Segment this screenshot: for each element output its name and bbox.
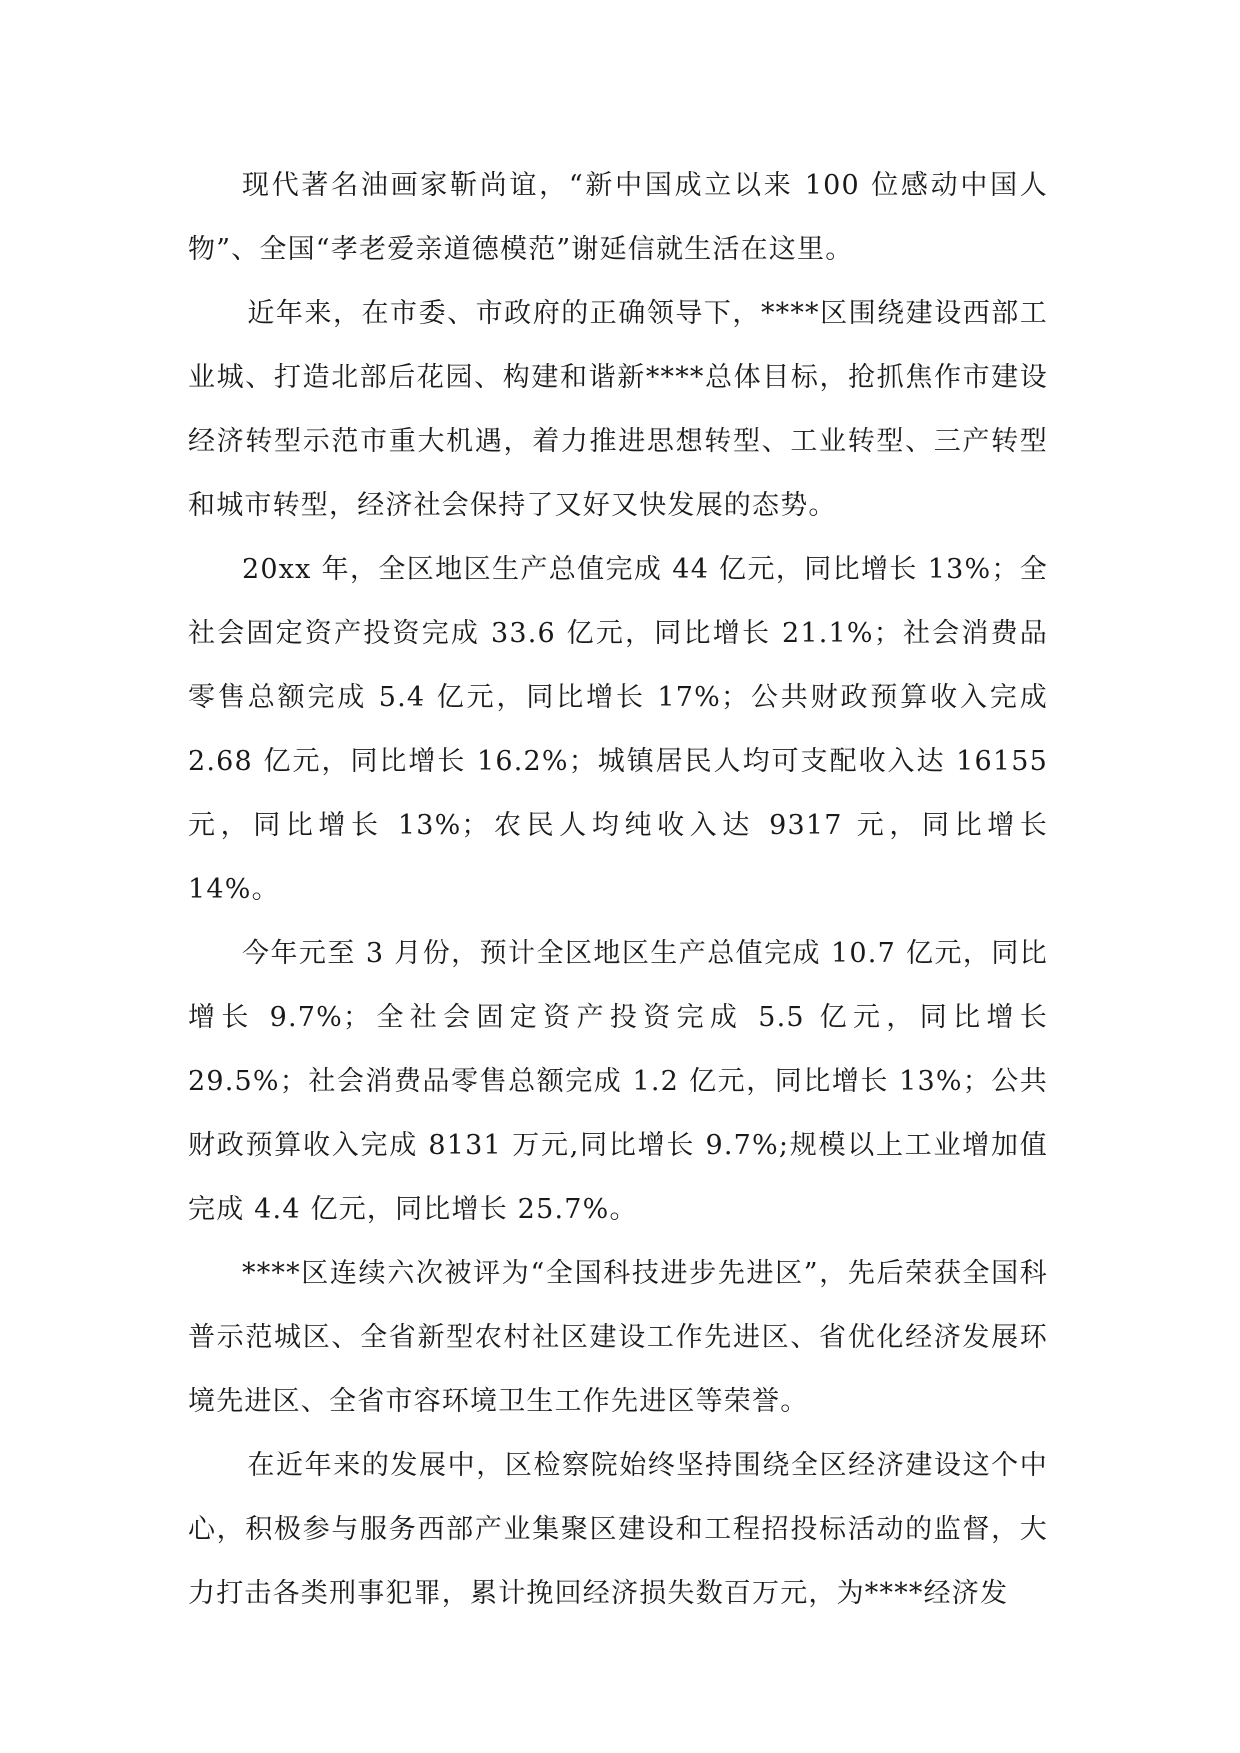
paragraph-2: 近年来，在市委、市政府的正确领导下，****区围绕建设西部工业城、打造北部后花园、构建和谐新****总体目标，抢抓焦作市建设经济转型示范市重大机遇，着力推进思想转型、工业转型、三产转型和城市转型，经济社会保持了又好又快发展的态势。 (188, 298, 1048, 521)
paragraph-6: 在近年来的发展中，区检察院始终坚持围绕全区经济建设这个中心，积极参与服务西部产业集聚区建设和工程招投标活动的监督，大力打击各类刑事犯罪，累计挽回经济损失数百万元，为****经济发 (188, 1450, 1048, 1609)
paragraph-3: 20xx 年，全区地区生产总值完成 44 亿元，同比增长 13%；全社会固定资产投资完成 33.6 亿元，同比增长 21.1%；社会消费品零售总额完成 5.4 亿元，同比增长 17%；公共财政预算收入完成 2.68 亿元，同比增长 16.2%；城镇居民人均可支配收入达 16155 元，同比增长 13%；农民人均纯收入达 9317 元，同比增长 14%。 (188, 554, 1048, 905)
paragraph-4: 今年元至 3 月份，预计全区地区生产总值完成 10.7 亿元，同比增长 9.7%；全社会固定资产投资完成 5.5 亿元，同比增长 29.5%；社会消费品零售总额完成 1.2 亿元，同比增长 13%；公共财政预算收入完成 8131 万元,同比增长 9.7%;规模以上工业增加值完成 4.4 亿元，同比增长 25.7%。 (188, 938, 1048, 1225)
document-body (188, 154, 1048, 1626)
paragraph-5: ****区连续六次被评为“全国科技进步先进区”，先后荣获全国科普示范城区、全省新型农村社区建设工作先进区、省优化经济发展环境先进区、全省市容环境卫生工作先进区等荣誉。 (188, 1258, 1048, 1417)
paragraph-1: 现代著名油画家靳尚谊，“新中国成立以来 100 位感动中国人物”、全国“孝老爱亲道德模范”谢延信就生活在这里。 (188, 170, 1048, 265)
